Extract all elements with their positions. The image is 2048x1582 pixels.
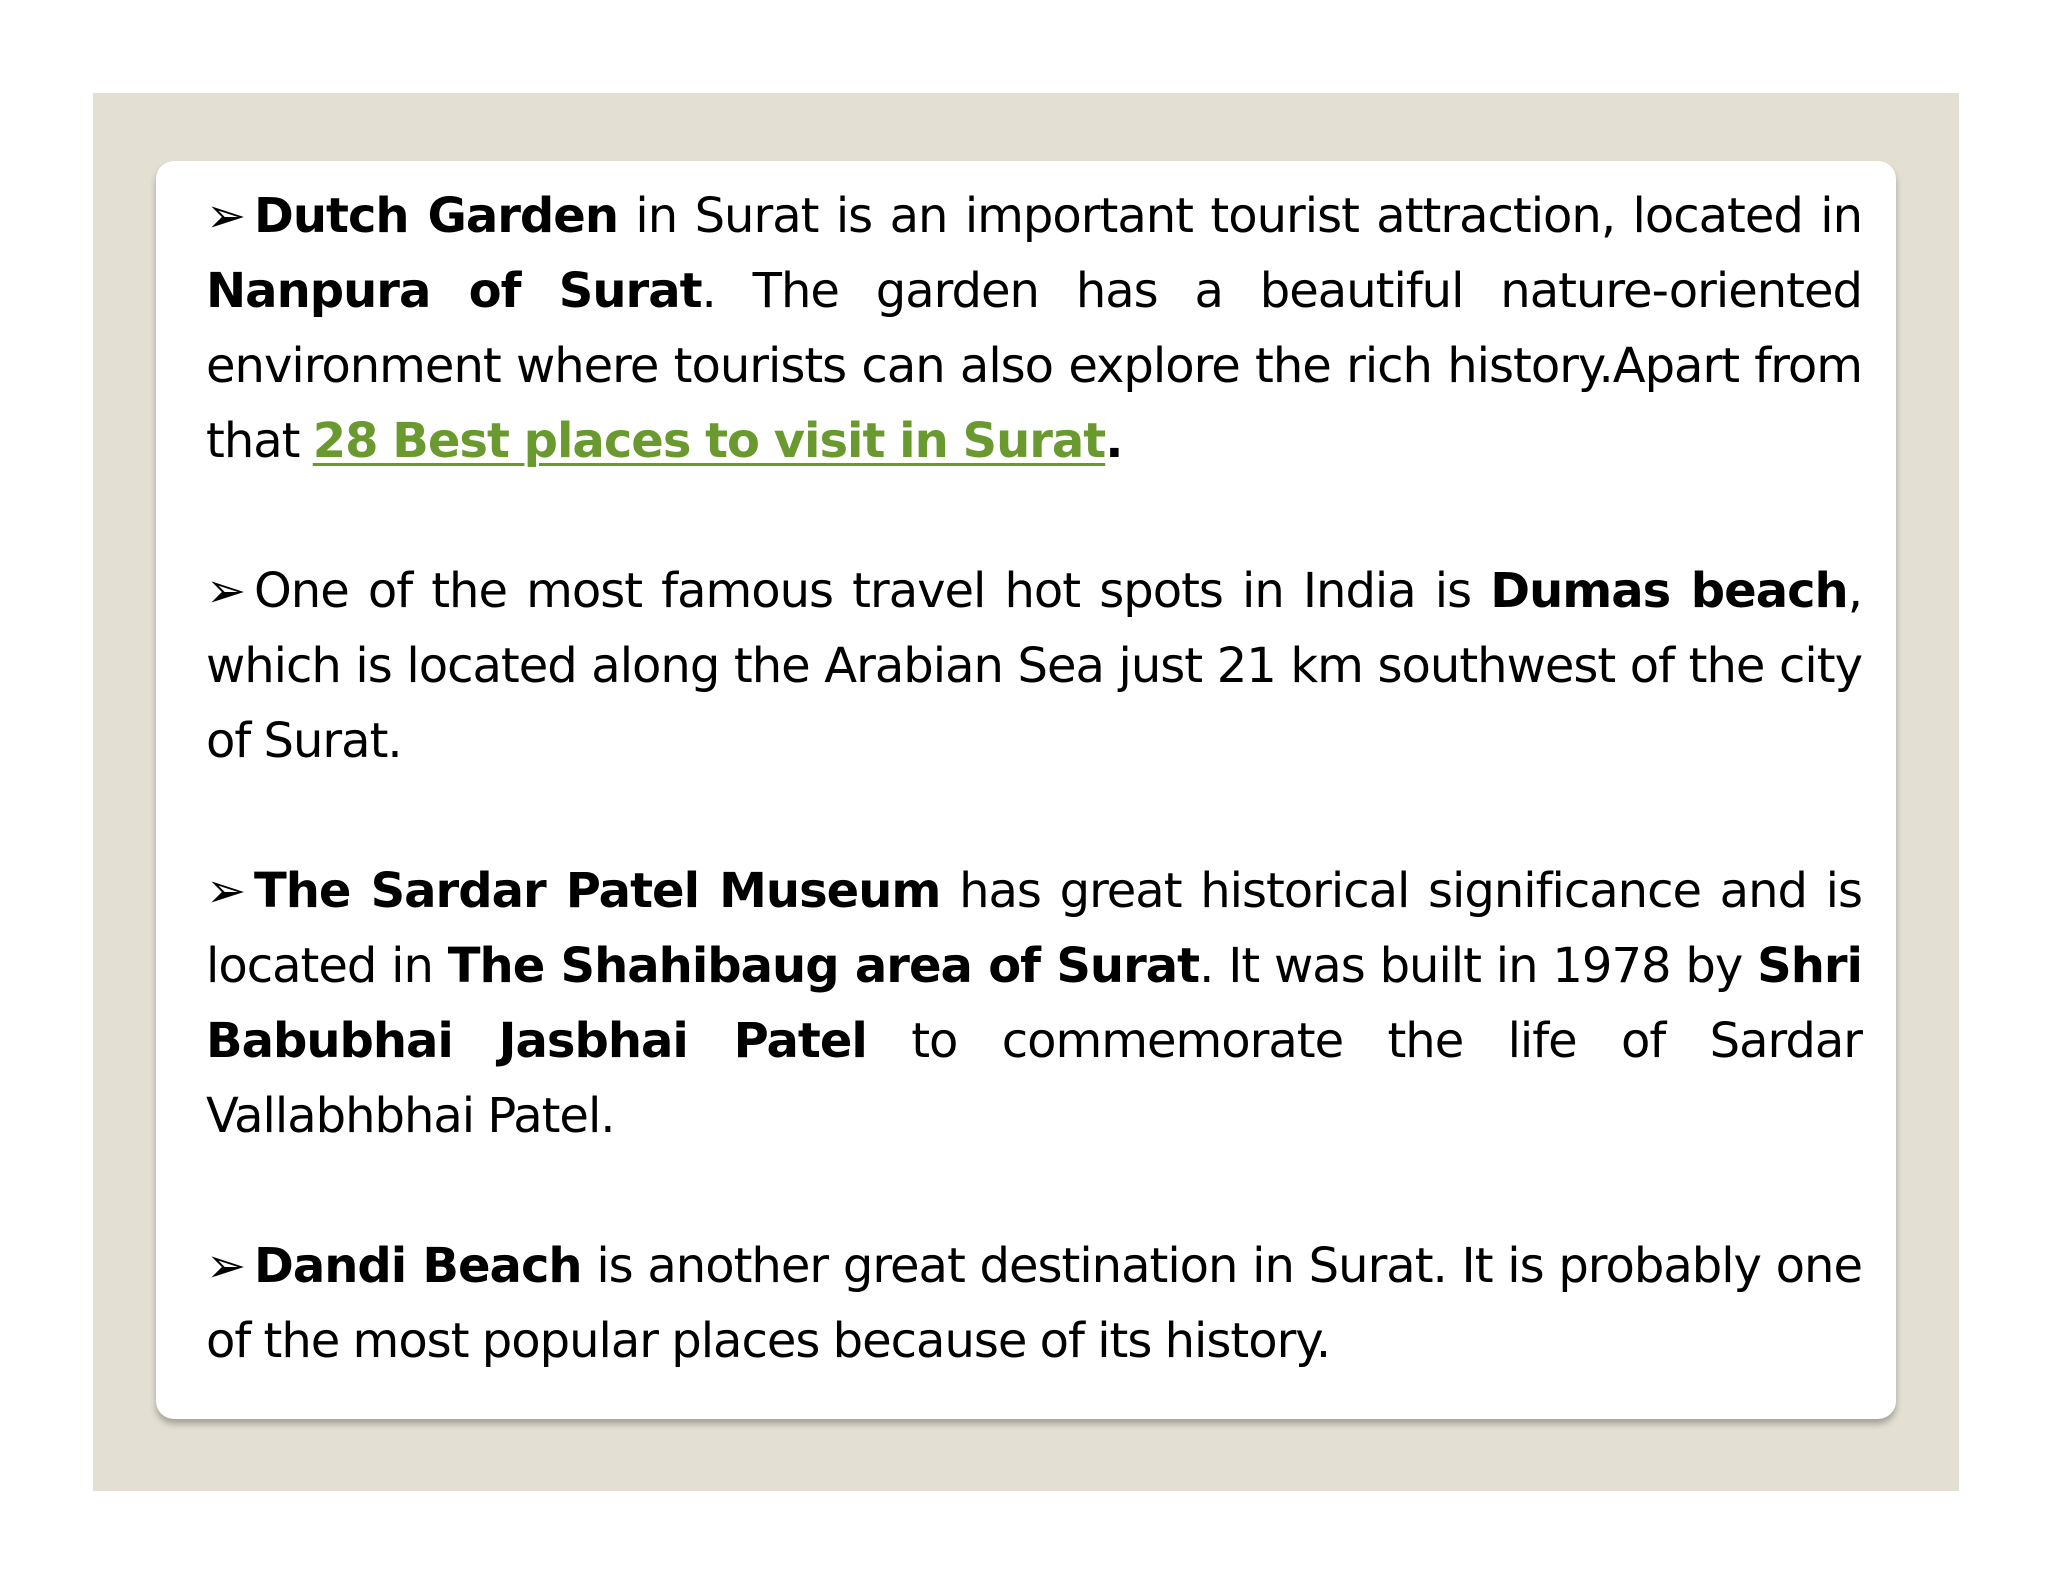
paragraph-text: in Surat is an important tourist attraction, located in <box>618 188 1862 244</box>
bullet-dandi-beach <box>206 1229 1862 1379</box>
person-name: Shri Babubhai Jasbhai Patel <box>206 938 1862 1069</box>
content-panel <box>156 161 1896 1419</box>
bullet-sardar-patel-museum <box>206 854 1862 1154</box>
place-name: Dutch Garden <box>254 188 618 244</box>
paragraph-text: is another great destination in Surat. It is probably one of the most popular places because of its history. <box>206 1238 1862 1369</box>
paragraph-text: . It was built in 1978 by <box>1199 938 1758 994</box>
paragraph-text: One of the most famous travel hot spots in India is <box>254 563 1491 619</box>
paragraph-text: to commemorate the life of Sardar Vallabhbhai Patel. <box>206 1013 1862 1144</box>
paragraph-end: . <box>1105 413 1123 469</box>
paragraph-text: has great historical significance and is located in <box>206 863 1862 994</box>
arrow-bullet-icon: ➢ <box>206 1238 247 1294</box>
arrow-bullet-icon: ➢ <box>206 188 247 244</box>
bullet-dutch-garden <box>206 179 1862 479</box>
paragraph-text: , which is located along the Arabian Sea just 21 km southwest of the city of Surat. <box>206 563 1862 769</box>
best-places-link[interactable]: 28 Best places to visit in Surat <box>312 413 1106 469</box>
place-name: Dumas beach <box>1490 563 1848 619</box>
place-name: Dandi Beach <box>254 1238 582 1294</box>
location-name: The Shahibaug area of Surat <box>447 938 1200 994</box>
location-name: Nanpura of Surat <box>206 263 702 319</box>
arrow-bullet-icon: ➢ <box>206 863 247 919</box>
arrow-bullet-icon: ➢ <box>206 563 247 619</box>
bullet-dumas-beach <box>206 554 1862 779</box>
bullet-list <box>206 179 1862 1379</box>
slide-frame <box>93 93 1959 1491</box>
paragraph-text: . The garden has a beautiful nature-oriented environment where tourists can also explore the rich history.Apart from that <box>206 263 1862 469</box>
place-name: The Sardar Patel Museum <box>254 863 941 919</box>
